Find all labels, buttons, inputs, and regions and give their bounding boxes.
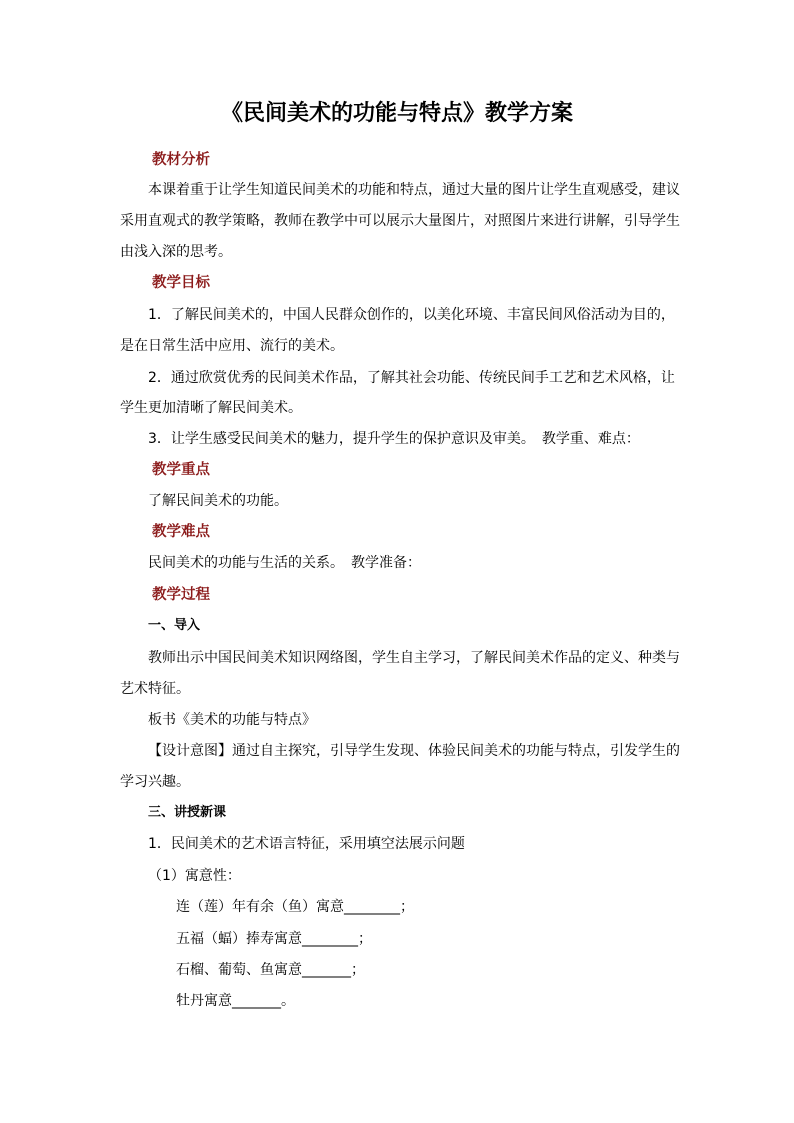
paragraph-line: 学生更加清晰了解民间美术。	[120, 400, 302, 416]
paragraph-line: 由浅入深的思考。	[120, 244, 232, 260]
paragraph-line: 教师出示中国民间美术知识网络图，学生自主学习，了解民间美术作品的定义、种类与	[148, 650, 680, 666]
paragraph-line: （1）寓意性：	[148, 868, 241, 884]
paragraph-line: 艺术特征。	[120, 681, 190, 697]
fill-blank-line: 牡丹寓意_______。	[176, 993, 295, 1009]
paragraph-line: 采用直观式的教学策略，教师在教学中可以展示大量图片，对照图片来进行讲解，引导学生	[120, 213, 680, 229]
heading-textbook-analysis: 教材分析	[152, 152, 210, 168]
paragraph-line: 是在日常生活中应用、流行的美术。	[120, 338, 344, 354]
fill-blank-line: 石榴、葡萄、鱼寓意_______；	[176, 962, 365, 978]
heading-teaching-process: 教学过程	[152, 587, 210, 603]
paragraph-line: 民间美术的功能与生活的关系。 教学准备：	[148, 555, 421, 571]
heading-key-points: 教学重点	[152, 462, 210, 478]
section-new-lesson: 三、讲授新课	[148, 805, 227, 820]
document-title: 《民间美术的功能与特点》教学方案	[220, 101, 573, 126]
heading-teaching-goals: 教学目标	[152, 275, 210, 291]
fill-blank-line: 连（莲）年有余（鱼）寓意________；	[176, 899, 414, 915]
paragraph-line: 了解民间美术的功能。	[148, 493, 288, 509]
section-intro: 一、导入	[148, 618, 201, 633]
paragraph-line: 1．了解民间美术的，中国人民群众创作的，以美化环境、丰富民间风俗活动为目的，	[148, 307, 675, 323]
paragraph-line: 3．让学生感受民间美术的魅力，提升学生的保护意识及审美。 教学重、难点：	[148, 431, 640, 447]
fill-blank-line: 五福（蝠）捧寿寓意________；	[176, 931, 372, 947]
paragraph-line: 学习兴趣。	[120, 774, 190, 790]
paragraph-line: 2．通过欣赏优秀的民间美术作品，了解其社会功能、传统民间手工艺和艺术风格，让	[148, 370, 675, 386]
heading-difficult-points: 教学难点	[152, 524, 210, 540]
paragraph-line: 【设计意图】通过自主探究，引导学生发现、体验民间美术的功能与特点，引发学生的	[148, 743, 680, 759]
paragraph-line: 1．民间美术的艺术语言特征，采用填空法展示问题	[148, 836, 465, 852]
paragraph-line: 本课着重于让学生知道民间美术的功能和特点，通过大量的图片让学生直观感受，建议	[148, 182, 680, 198]
paragraph-line: 板书《美术的功能与特点》	[148, 712, 316, 728]
